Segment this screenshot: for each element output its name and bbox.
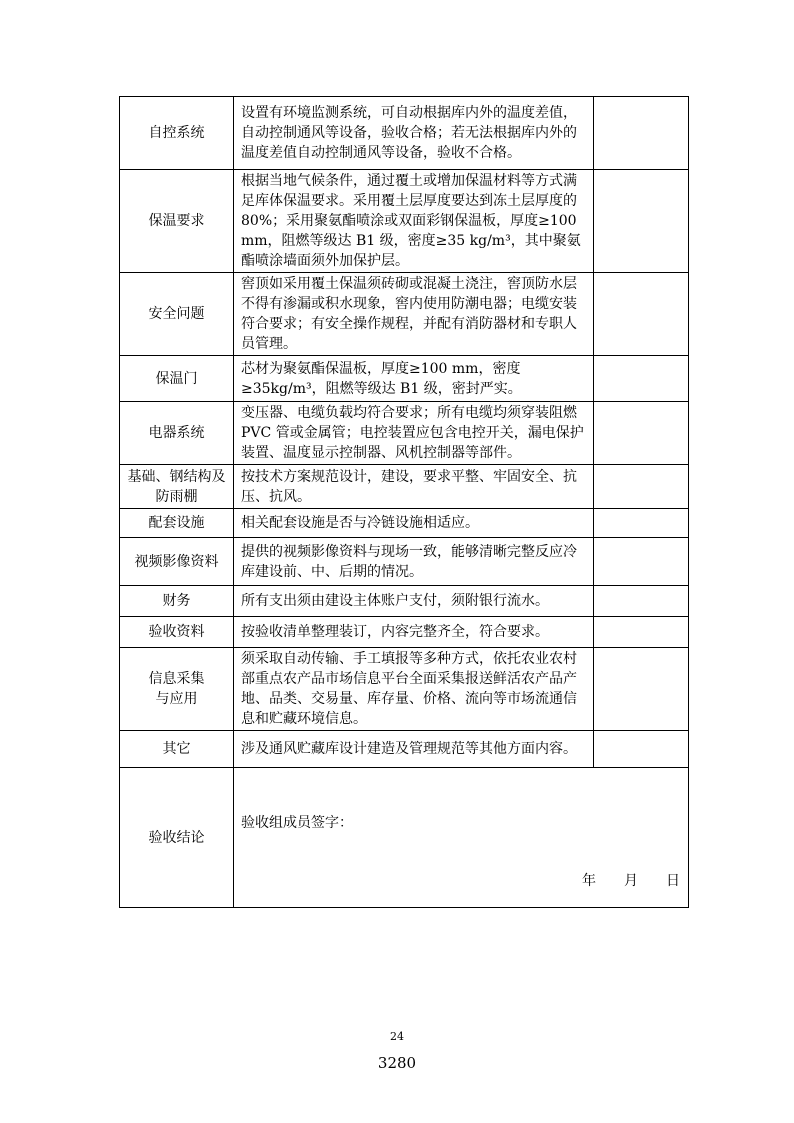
result-cell [594,586,689,617]
row-content: 窖顶如采用覆土保温须砖砌或混凝土浇注，窖顶防水层不得有渗漏或积水现象，窖内使用防潮电器；电缆安装符合要求；有安全操作规程，并配有消防器材和专职人员管理。 [234,273,594,356]
row-content: 设置有环境监测系统，可自动根据库内外的温度差值， 自动控制通风等设备，验收合格；若无法根据库内外的温度差值自动控制通风等设备，验收不合格。 [234,97,594,170]
result-cell [594,97,689,170]
result-cell [594,402,689,465]
row-label: 电器系统 [120,402,234,465]
result-cell [594,648,689,731]
table-row [120,617,689,648]
table-row [120,273,689,356]
date-line [582,870,680,890]
row-label: 其它 [120,731,234,768]
row-content: 提供的视频影像资料与现场一致，能够清晰完整反应冷库建设前、中、后期的情况。 [234,538,594,586]
row-label: 安全问题 [120,273,234,356]
date-month: 月 [624,873,638,889]
table-row [120,586,689,617]
row-label: 验收资料 [120,617,234,648]
row-label: 视频影像资料 [120,538,234,586]
conclusion-cell[interactable] [234,768,689,908]
conclusion-row [120,768,689,908]
row-content: 须采取自动传输、手工填报等多种方式，依托农业农村部重点农产品市场信息平台全面采集报送鲜活农产品产地、品类、交易量、库存量、价格、流向等市场流通信息和贮藏环境信息。 [234,648,594,731]
result-cell [594,273,689,356]
table-row [120,356,689,402]
row-label: 财务 [120,586,234,617]
table-row [120,648,689,731]
table-row [120,465,689,509]
row-content: 按验收清单整理装订，内容完整齐全，符合要求。 [234,617,594,648]
row-content: 按技术方案规范设计，建设，要求平整、牢固安全、抗压、抗风。 [234,465,594,509]
date-day: 日 [666,873,680,889]
row-label: 基础、钢结构及 防雨棚 [120,465,234,509]
table-row [120,97,689,170]
row-content: 相关配套设施是否与冷链设施相适应。 [234,509,594,538]
row-content: 变压器、电缆负载均符合要求；所有电缆均须穿装阻燃 PVC 管或金属管；电控装置应包含电控开关，漏电保护装置、温度显示控制器、风机控制器等部件。 [234,402,594,465]
row-content: 根据当地气候条件，通过覆土或增加保温材料等方式满足库体保温要求。采用覆土层厚度要达到冻土层厚度的 80%；采用聚氨酯喷涂或双面彩钢保温板，厚度≥100 mm，阻燃等级达 B1 级，密度≥35 kg/m³，其中聚氨酯喷涂墙面须外加保护层。 [234,170,594,273]
signature-prompt: 验收组成员签字： [241,815,353,831]
table-row [120,402,689,465]
row-content: 芯材为聚氨酯保温板，厚度≥100 mm，密度≥35kg/m³，阻燃等级达 B1 级，密封严实。 [234,356,594,402]
table-row [120,731,689,768]
result-cell [594,731,689,768]
row-label: 自控系统 [120,97,234,170]
row-content: 涉及通风贮藏库设计建造及管理规范等其他方面内容。 [234,731,594,768]
acceptance-table [119,96,689,908]
serial-number: 3280 [377,1054,417,1072]
result-cell [594,170,689,273]
row-label: 保温要求 [120,170,234,273]
row-label: 信息采集 与应用 [120,648,234,731]
row-content: 所有支出须由建设主体账户支付，须附银行流水。 [234,586,594,617]
result-cell [594,617,689,648]
result-cell [594,465,689,509]
table-row [120,538,689,586]
table-row [120,509,689,538]
result-cell [594,509,689,538]
result-cell [594,356,689,402]
table-row [120,170,689,273]
result-cell [594,538,689,586]
date-year: 年 [582,873,596,889]
page-number: 24 [390,1030,404,1043]
row-label: 保温门 [120,356,234,402]
row-label: 配套设施 [120,509,234,538]
conclusion-label: 验收结论 [120,768,234,908]
